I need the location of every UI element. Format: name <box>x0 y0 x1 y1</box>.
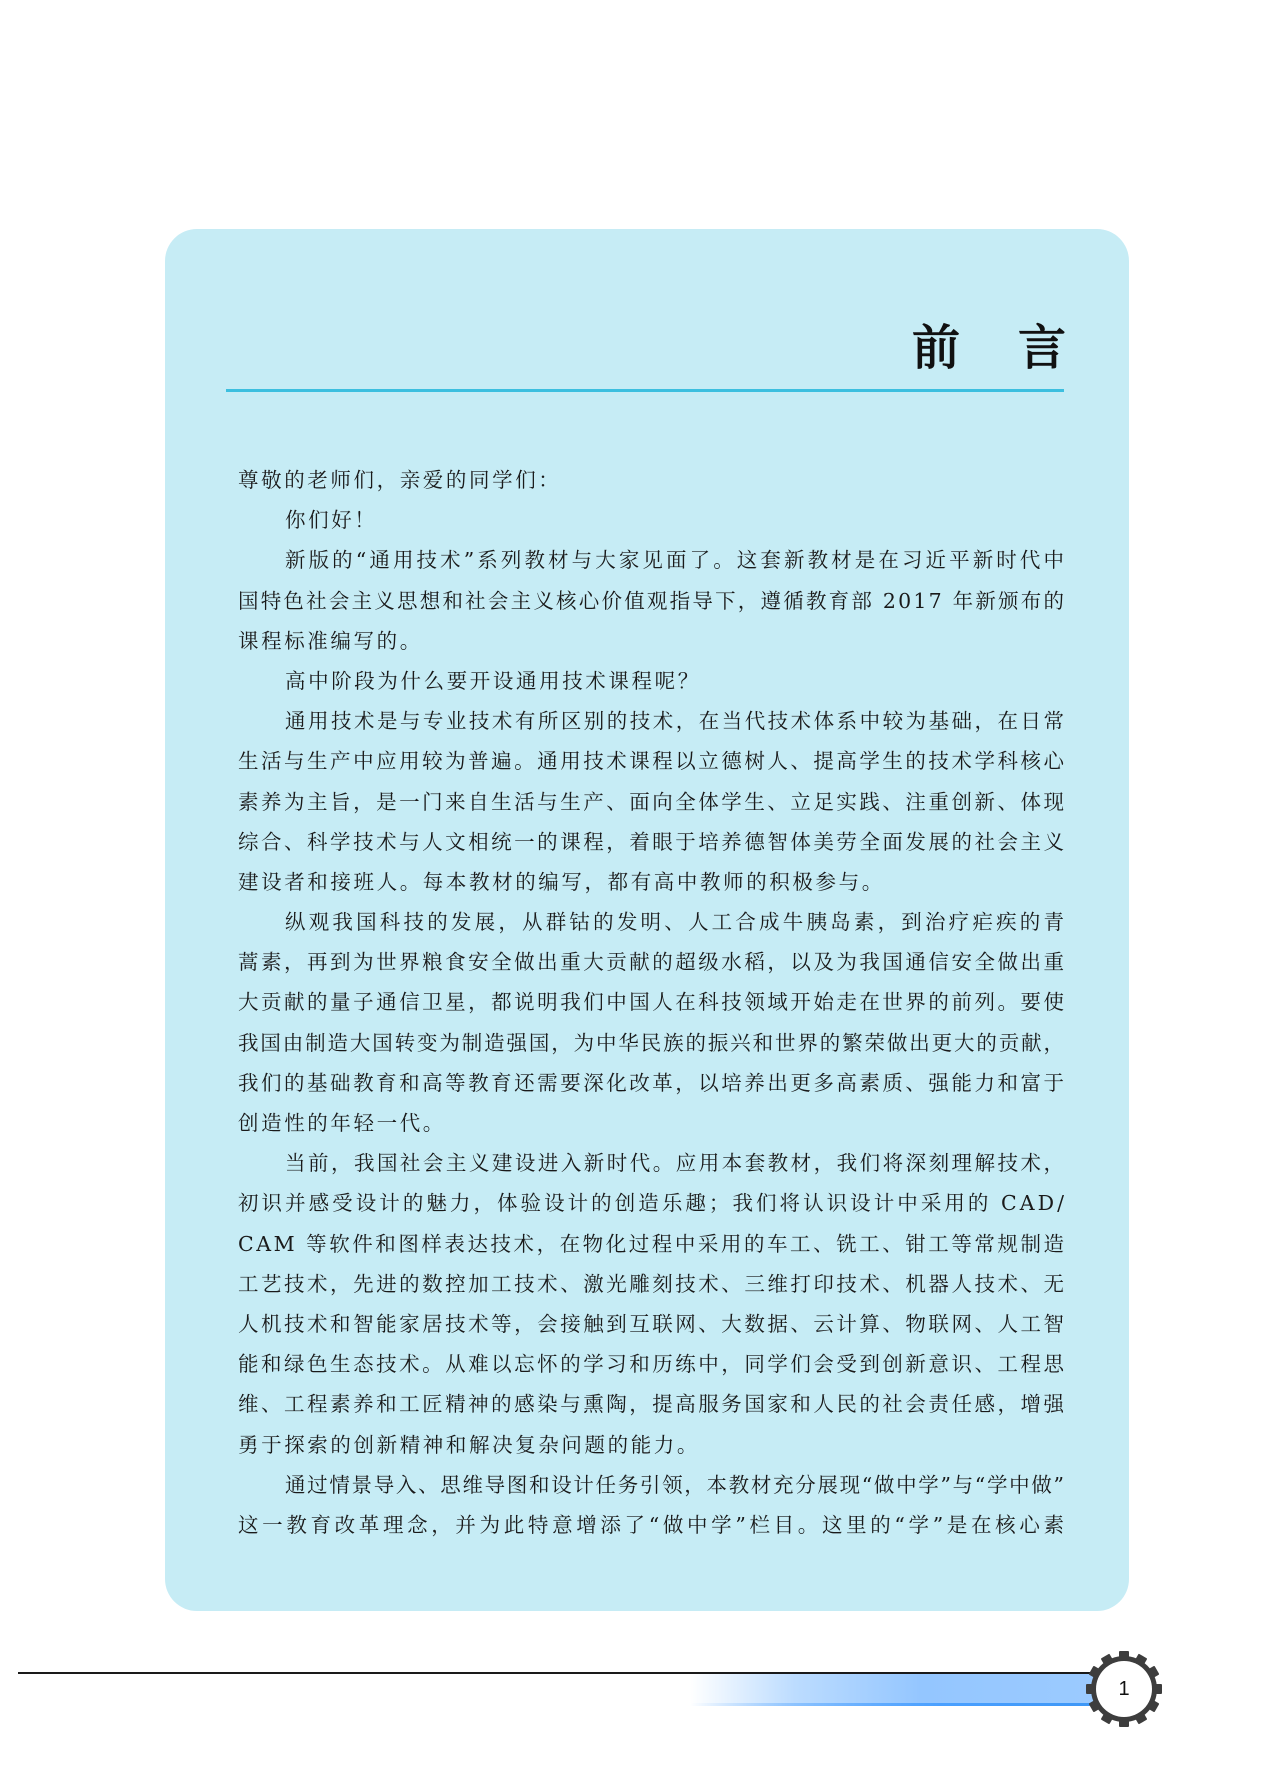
text-line: 创造性的年轻一代。 <box>238 1111 446 1135</box>
text-line: 人机技术和智能家居技术等，会接触到互联网、大数据、云计算、物联网、人工智 <box>238 1311 1067 1336</box>
text-line: 当前，我国社会主义建设进入新时代。应用本套教材，我们将深刻理解技术， <box>285 1151 1067 1176</box>
text-line: 通过情景导入、思维导图和设计任务引领，本教材充分展现“做中学”与“学中做” <box>285 1472 1066 1497</box>
text-line: 新版的“通用技术”系列教材与大家见面了。这套新教材是在习近平新时代中 <box>285 548 1068 573</box>
text-line: 国特色社会主义思想和社会主义核心价值观指导下，遵循教育部 2017 年新颁布的 <box>238 588 1067 613</box>
text-line: 课程标准编写的。 <box>238 628 423 653</box>
text-line: 你们好！ <box>285 508 378 533</box>
text-line: 这一教育改革理念，并为此特意增添了“做中学”栏目。这里的“学”是在核心素 <box>238 1512 1068 1537</box>
text-line: 初识并感受设计的魅力，体验设计的创造乐趣；我们将认识设计中采用的 CAD/ <box>238 1191 1068 1216</box>
text-line: 勇于探索的创新精神和解决复杂问题的能力。 <box>238 1432 700 1457</box>
page-number: 1 <box>1118 1678 1130 1700</box>
text-line: 我国由制造大国转变为制造强国，为中华民族的振兴和世界的繁荣做出更大的贡献， <box>238 1030 1066 1055</box>
text-line: 尊敬的老师们，亲爱的同学们： <box>238 468 562 492</box>
text-line: 通用技术是与专业技术有所区别的技术，在当代技术体系中较为基础，在日常 <box>285 709 1067 734</box>
text-line: CAM 等软件和图样表达技术，在物化过程中采用的车工、铣工、钳工等常规制造 <box>238 1231 1067 1256</box>
text-line: 生活与生产中应用较为普遍。通用技术课程以立德树人、提高学生的技术学科核心 <box>238 749 1067 774</box>
text-line: 素养为主旨，是一门来自生活与生产、面向全体学生、立足实践、注重创新、体现 <box>238 789 1067 814</box>
text-line: 大贡献的量子通信卫星，都说明我们中国人在科技领域开始走在世界的前列。要使 <box>238 990 1067 1015</box>
text-line: 工艺技术，先进的数控加工技术、激光雕刻技术、三维打印技术、机器人技术、无 <box>238 1271 1067 1296</box>
preface-body <box>238 460 1068 1545</box>
text-line: 综合、科学技术与人文相统一的课程，着眼于培养德智体美劳全面发展的社会主义 <box>238 829 1067 854</box>
text-line: 高中阶段为什么要开设通用技术课程呢？ <box>285 668 701 693</box>
title-char-1: 前 <box>912 320 961 376</box>
text-line: 蒿素，再到为世界粮食安全做出重大贡献的超级水稻，以及为我国通信安全做出重 <box>238 950 1067 975</box>
text-line: 纵观我国科技的发展，从群钴的发明、人工合成牛胰岛素，到治疗疟疾的青 <box>285 910 1068 935</box>
footer-band-edge <box>690 1703 1110 1706</box>
text-line: 能和绿色生态技术。从难以忘怀的学习和历练中，同学们会受到创新意识、工程思 <box>238 1352 1067 1377</box>
title-underline <box>226 389 1064 392</box>
page-title <box>900 318 1080 378</box>
text-line: 维、工程素养和工匠精神的感染与熏陶，提高服务国家和人民的社会责任感，增强 <box>238 1392 1067 1417</box>
text-line: 我们的基础教育和高等教育还需要深化改革，以培养出更多高素质、强能力和富于 <box>238 1070 1067 1095</box>
title-char-2: 言 <box>1018 320 1067 376</box>
footer-gradient-band <box>690 1674 1110 1706</box>
text-line: 建设者和接班人。每本教材的编写，都有高中教师的积极参与。 <box>238 869 885 894</box>
